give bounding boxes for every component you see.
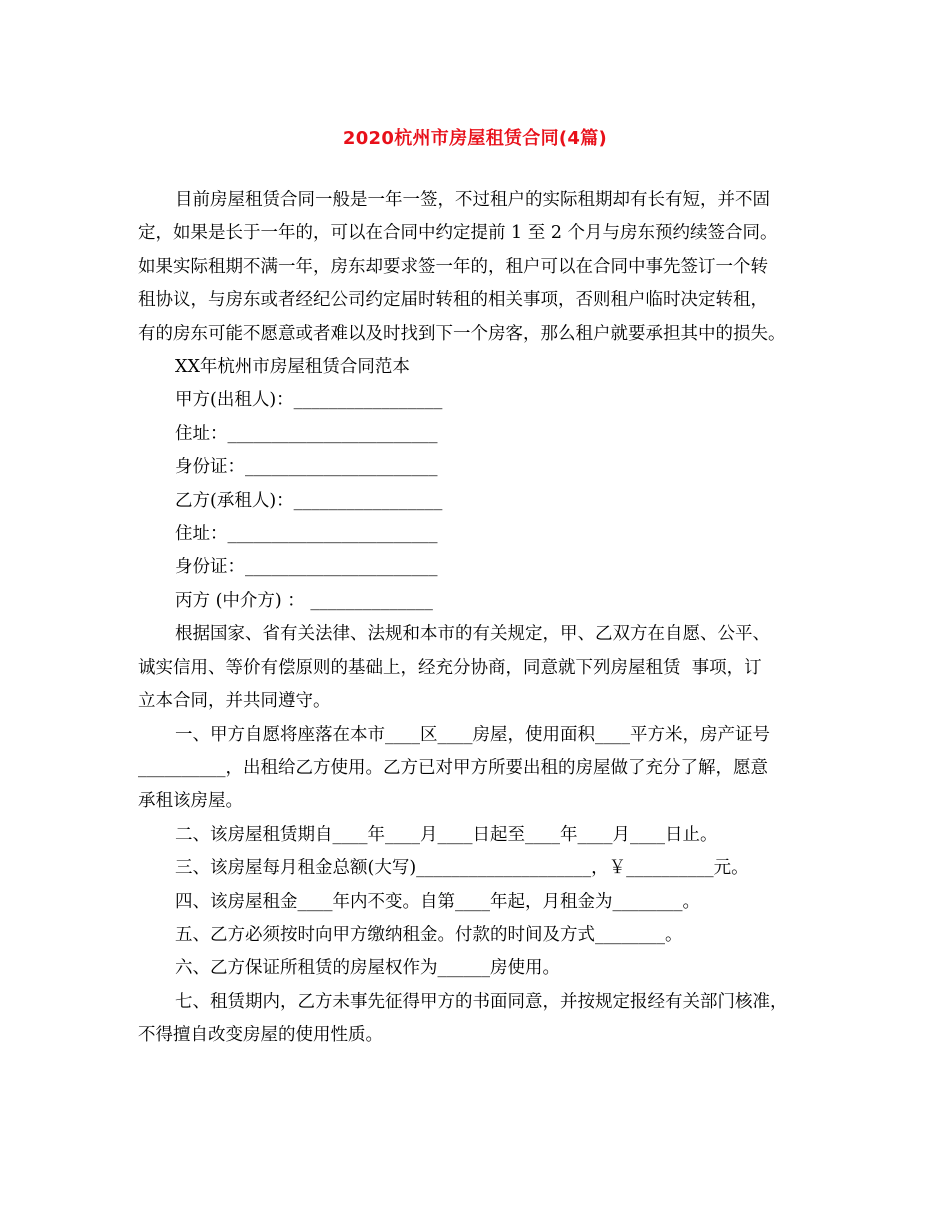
party-lessor: 甲方(出租人)：_________________ — [175, 390, 443, 411]
party-lessor-address: 住址：________________________ — [175, 423, 438, 444]
contract-subtitle: XX年杭州市房屋租赁合同范本 — [175, 357, 410, 378]
clause-1-line: __________，出租给乙方使用。乙方已对甲方所要出租的房屋做了充分了解，愿意 — [138, 757, 768, 778]
clause-6: 六、乙方保证所租赁的房屋权作为______房使用。 — [175, 958, 560, 979]
intro-line: 目前房屋租赁合同一般是一年一签，不过租户的实际租期却有长有短，并不固 — [175, 190, 770, 210]
party-lessor-id: 身份证：______________________ — [175, 457, 438, 478]
intro-line: 如果实际租期不满一年，房东却要求签一年的，租户可以在合同中事先签订一个转 — [138, 256, 768, 277]
clause-7-line: 不得擅自改变房屋的使用性质。 — [138, 1025, 383, 1046]
document-body — [138, 184, 818, 1053]
party-lessee: 乙方(承租人)：_________________ — [175, 490, 443, 511]
intro-line: 定，如果是长于一年的，可以在合同中约定提前 1 至 2 个月与房东预约续签合同。 — [138, 223, 778, 244]
document-title: 2020杭州市房屋租赁合同(4篇) — [342, 128, 608, 149]
intro-line: 有的房东可能不愿意或者难以及时找到下一个房客，那么租户就要承担其中的损失。 — [138, 323, 786, 344]
clause-5: 五、乙方必须按时向甲方缴纳租金。付款的时间及方式________。 — [175, 924, 683, 945]
preamble-line: 根据国家、省有关法律、法规和本市的有关规定，甲、乙双方在自愿、公平、 — [175, 624, 770, 645]
preamble-line: 立本合同，并共同遵守。 — [138, 691, 331, 712]
intro-line: 租协议，与房东或者经纪公司约定届时转租的相关事项，否则租户临时决定转租， — [138, 290, 768, 311]
clause-2: 二、该房屋租赁期自____年____月____日起至____年____月____日止。 — [175, 824, 718, 845]
clause-3: 三、该房屋每月租金总额(大写)____________________，￥__________元。 — [175, 858, 749, 879]
clause-1-line: 一、甲方自愿将座落在本市____区____房屋，使用面积____平方米，房产证号 — [175, 724, 770, 745]
party-lessee-address: 住址：________________________ — [175, 524, 438, 545]
preamble-line: 诚实信用、等价有偿原则的基础上，经充分协商，同意就下列房屋租赁 事项，订 — [138, 657, 762, 678]
party-lessee-id: 身份证：______________________ — [175, 557, 438, 578]
clause-1-line: 承租该房屋。 — [138, 791, 243, 812]
clause-4: 四、该房屋租金____年内不变。自第____年起，月租金为________。 — [175, 891, 700, 912]
party-agent: 丙方 (中介方) ： ______________ — [175, 590, 433, 611]
clause-7-line: 七、租赁期内，乙方未事先征得甲方的书面同意，并按规定报经有关部门核准， — [175, 991, 788, 1012]
